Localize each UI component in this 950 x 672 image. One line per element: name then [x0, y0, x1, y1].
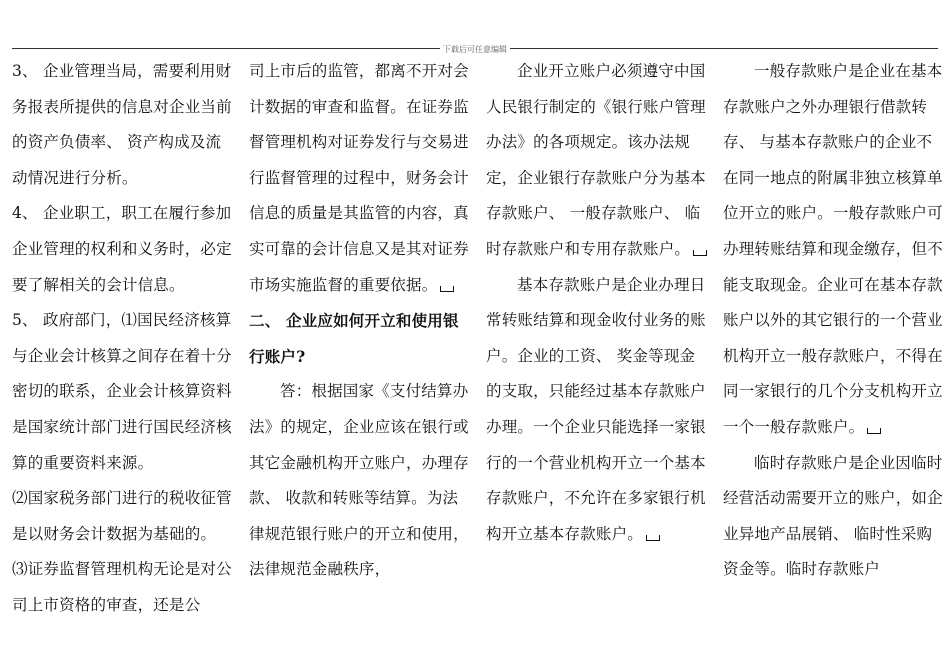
paragraph: 4、 企业职工，职工在履行参加企业管理的权利和义务时，必定要了解相关的会计信息。: [12, 204, 232, 294]
return-mark-icon: [440, 286, 454, 292]
paragraph-wrap: [486, 268, 708, 553]
return-mark-icon: [646, 535, 660, 541]
column-3: [486, 54, 708, 552]
paragraph: 3、 企业管理当局，需要利用财务报表所提供的信息对企业当前的资产负债率、 资产构成及流动情况进行分析。: [12, 62, 232, 187]
paragraph: 司上市后的监管，都离不开对会计数据的审查和监督。在证券监督管理机构对证券发行与交易进行监督管理的过程中，财务会计信息的质量是其监管的内容，真实可靠的会计信息又是其对证券市场实施监督的重要依据。: [249, 62, 469, 294]
header-text: 下载后可任意编辑: [440, 45, 510, 54]
paragraph-wrap: [723, 54, 945, 446]
column-4: [723, 54, 945, 588]
paragraph: 企业开立账户必须遵守中国人民银行制定的《银行账户管理办法》的各项规定。该办法规定，企业银行存款账户分为基本存款账户、 一般存款账户、 临时存款账户和专用存款账户。: [486, 62, 706, 258]
paragraph: 答：根据国家《支付结算办法》的规定，企业应该在银行或其它金融机构开立账户，办理存款、 收款和转账等结算。为法律规范银行账户的开立和使用，法律规范金融秩序，: [249, 382, 469, 579]
paragraph: 5、 政府部门，⑴国民经济核算与企业会计核算之间存在着十分密切的联系，企业会计核算资料是国家统计部门进行国民经济核算的重要资料来源。: [12, 311, 232, 472]
return-mark-icon: [867, 428, 881, 434]
column-1: [12, 54, 234, 624]
column-2: [249, 54, 471, 588]
paragraph-wrap: [486, 54, 708, 268]
paragraph: 一般存款账户是企业在基本存款账户之外办理银行借款转存、 与基本存款账户的企业不在同一地点的附属非独立核算单位开立的账户。一般存款账户可办理转账结算和现金缴存，但不能支取现金。企业可在基本存款账户以外的其它银行的一个营业机构开立一般存款账户，不得在同一家银行的几个分支机构开立一个一般存款账户。: [723, 62, 943, 436]
paragraph: ⑶证券监督管理机构无论是对公司上市资格的审查，还是公: [12, 560, 232, 614]
paragraph-wrap: [249, 54, 471, 303]
paragraph: 临时存款账户是企业因临时经营活动需要开立的账户，如企业异地产品展销、 临时性采购资金等。临时存款账户: [723, 453, 943, 579]
return-mark-icon: [693, 250, 707, 256]
paragraph: ⑵国家税务部门进行的税收征管是以财务会计数据为基础的。: [12, 489, 232, 543]
section-heading: 二、 企业应如何开立和使用银行账户?: [249, 311, 459, 366]
paragraph: 基本存款账户是企业办理日常转账结算和现金收付业务的账户。企业的工资、 奖金等现金的支取，只能经过基本存款账户办理。一个企业只能选择一家银行的一个营业机构开立一个基本存款账户，不允许在多家银行机构开立基本存款账户。: [486, 275, 706, 543]
